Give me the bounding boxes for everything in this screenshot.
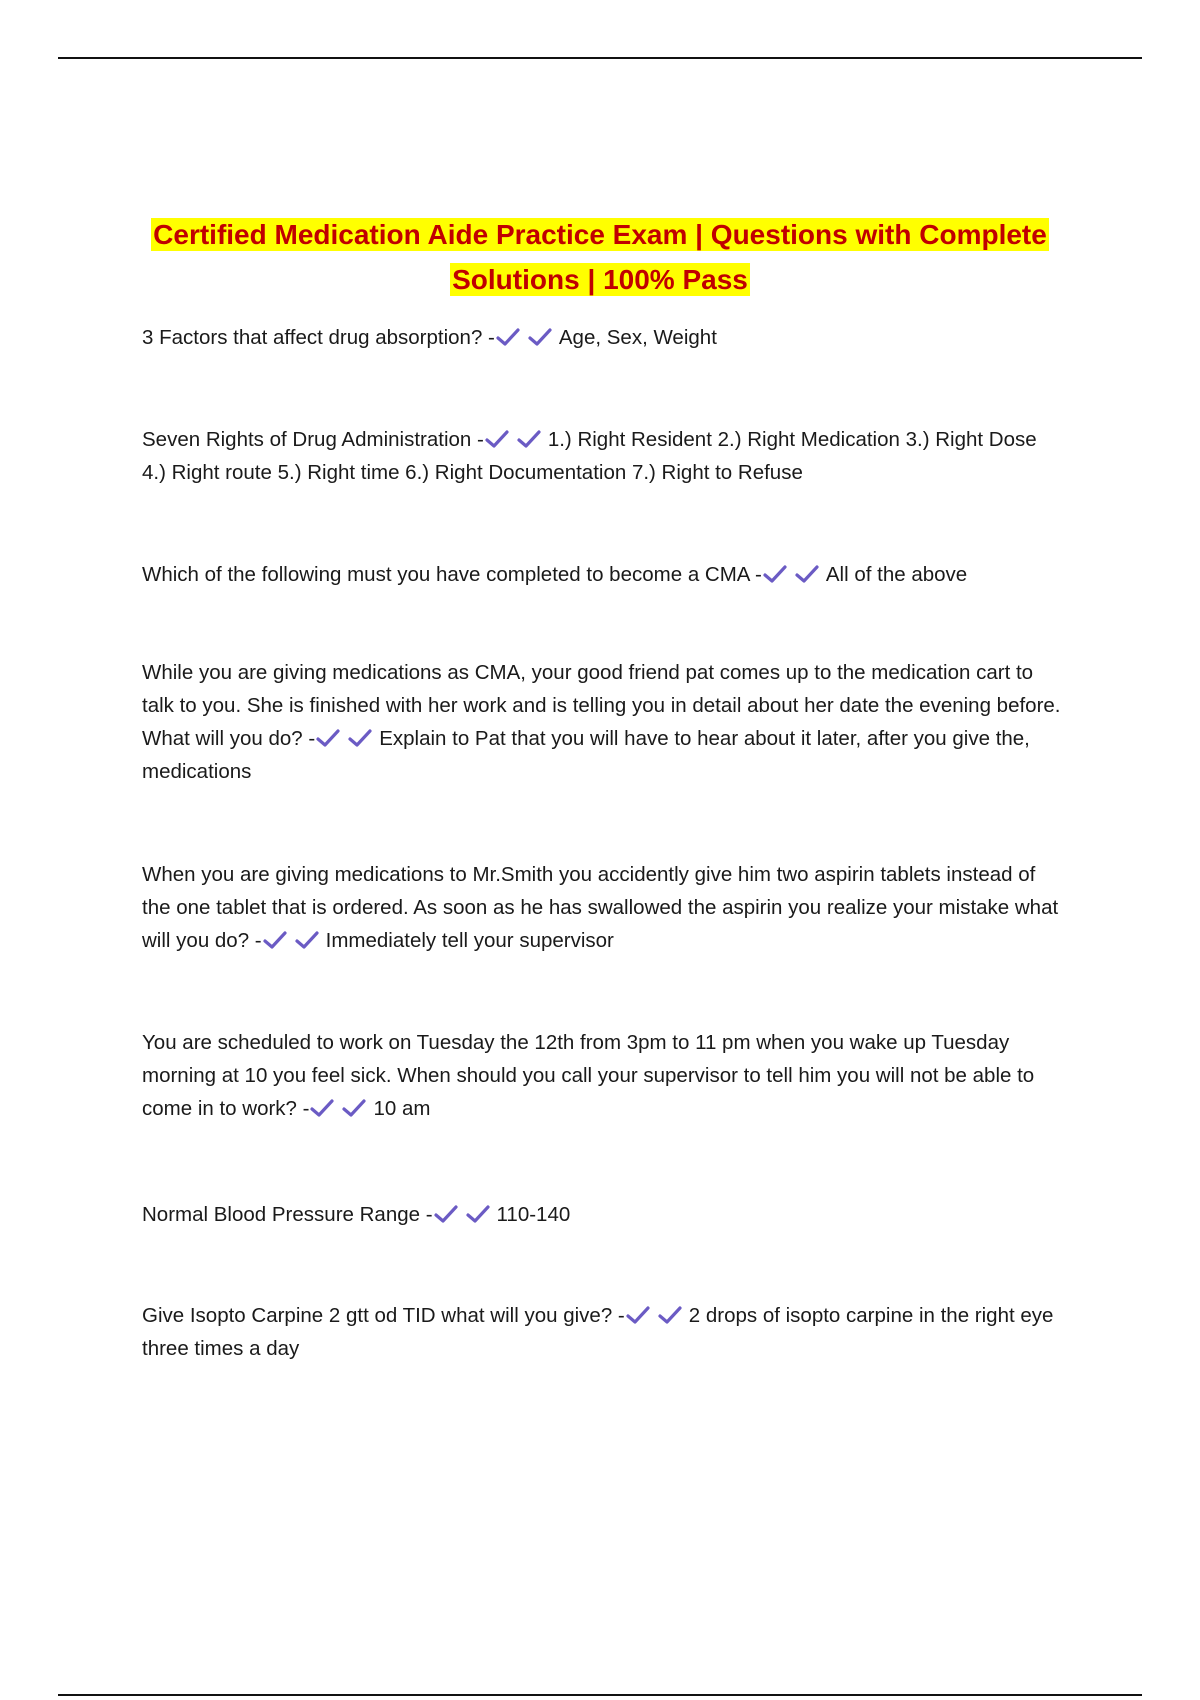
- check-icon: [347, 728, 373, 748]
- answer-text: Age, Sex, Weight: [558, 326, 717, 349]
- qa-item-6: [142, 1026, 1062, 1125]
- question-text: When you are giving medications to Mr.Smith you accidently give him two aspirin tablets instead of the one tablet that is ordered. As soon as he has swallowed the aspirin you realize your mistake what will you do? -: [142, 863, 1059, 952]
- answer-text: Immediately tell your supervisor: [325, 929, 614, 952]
- check-icon: [433, 1204, 459, 1224]
- qa-item-7: [142, 1198, 1062, 1231]
- qa-item-4: [142, 656, 1062, 788]
- bottom-rule: [58, 1694, 1142, 1696]
- check-icon: [309, 1098, 335, 1118]
- qa-item-5: [142, 858, 1062, 957]
- title-line-1: Certified Medication Aide Practice Exam | Questions with Complete: [153, 219, 1047, 250]
- answer-text: 110-140: [496, 1203, 571, 1226]
- title-line-2: Solutions | 100% Pass: [452, 264, 748, 295]
- question-text: Seven Rights of Drug Administration -: [142, 428, 484, 451]
- question-text: Normal Blood Pressure Range -: [142, 1203, 433, 1226]
- check-icon: [465, 1204, 491, 1224]
- check-icon: [495, 327, 521, 347]
- answer-text: Explain to Pat that you will have to hear about it later, after you give the, medications: [142, 727, 1030, 783]
- check-icon: [294, 930, 320, 950]
- answer-text: All of the above: [825, 563, 968, 586]
- check-icon: [315, 728, 341, 748]
- answer-text: 1.) Right Resident 2.) Right Medication 3.) Right Dose 4.) Right route 5.) Right time 6.) Right Documentation 7.) Right to Refuse: [142, 428, 1037, 484]
- check-icon: [484, 429, 510, 449]
- check-icon: [657, 1305, 683, 1325]
- answer-text: 2 drops of isopto carpine in the right eye three times a day: [142, 1304, 1054, 1360]
- answer-text: 10 am: [373, 1097, 431, 1120]
- check-icon: [341, 1098, 367, 1118]
- top-rule: [58, 57, 1142, 59]
- check-icon: [262, 930, 288, 950]
- document-title: [100, 212, 1100, 302]
- qa-item-1: [142, 321, 1062, 354]
- check-icon: [516, 429, 542, 449]
- question-text: You are scheduled to work on Tuesday the 12th from 3pm to 11 pm when you wake up Tuesday morning at 10 you feel sick. When should you call your supervisor to tell him you will not be able to come in to work? -: [142, 1031, 1035, 1120]
- qa-item-2: [142, 423, 1062, 489]
- question-text: Which of the following must you have completed to become a CMA -: [142, 563, 762, 586]
- qa-item-8: [142, 1299, 1062, 1365]
- check-icon: [794, 564, 820, 584]
- question-text: While you are giving medications as CMA, your good friend pat comes up to the medication cart to talk to you. She is finished with her work and is telling you in detail about her date the evening before. What will you do? -: [142, 661, 1061, 750]
- check-icon: [625, 1305, 651, 1325]
- check-icon: [527, 327, 553, 347]
- check-icon: [762, 564, 788, 584]
- question-text: Give Isopto Carpine 2 gtt od TID what will you give? -: [142, 1304, 625, 1327]
- qa-item-3: [142, 558, 1062, 591]
- question-text: 3 Factors that affect drug absorption? -: [142, 326, 495, 349]
